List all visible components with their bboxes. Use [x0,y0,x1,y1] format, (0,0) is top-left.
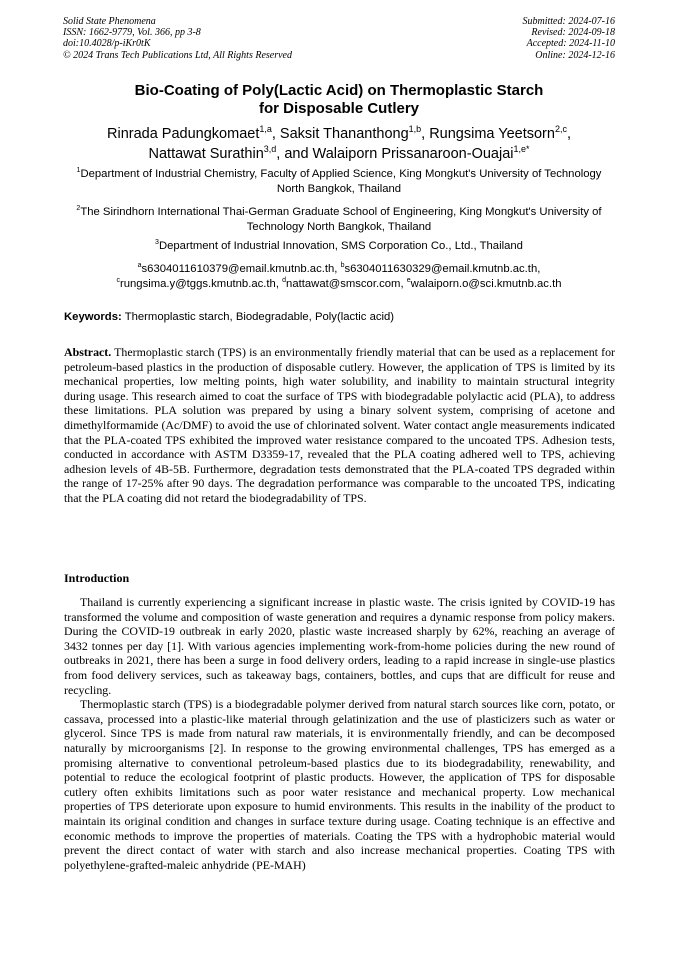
author-sup: 1,e* [513,144,530,155]
copyright: © 2024 Trans Tech Publications Ltd, All Rights Reserved [63,49,292,61]
author-sup: 1,b [408,124,422,135]
paragraph: Thailand is currently experiencing a significant increase in plastic waste. The crisis ignited by COVID-19 has transformed the volume and composition of waste generation and requires a dynamic response from policy makers. During the COVID-19 outbreak in early 2020, plastic waste increased sharply by 62%, reaching an average of 3432 tonnes per day [1]. With various agencies implementing work-from-home policies during the new round of outbreaks in 2021, there has been a surge in food delivery orders, leading to a rapid increase in single-use plastics from food delivery services, such as takeaway bags, containers, bottles, and cups that are difficult for reuse and recycling. [64,595,615,697]
author-sep: , [271,126,280,142]
author-list [40,124,638,164]
author-sup: 3,d [263,144,277,155]
title-line-2: for Disposable Cutlery [258,100,420,117]
abstract [64,345,615,506]
email-sup: c [116,276,120,284]
email-d[interactable]: nattawat@smscor.com [286,277,401,290]
abstract-label: Abstract. [64,345,112,359]
date-accepted: Accepted: 2024-11-10 [526,38,615,50]
introduction-heading: Introduction [64,571,130,585]
publication-dates [523,16,616,61]
date-submitted: Submitted: 2024-07-16 [522,16,615,27]
affiliation-1 [62,167,616,197]
email-sup: b [340,262,345,270]
introduction-body [64,595,615,872]
author-name: Nattawat Surathin [148,146,264,162]
affiliation-text: Department of Industrial Chemistry, Faculty of Applied Science, King Mongkut's University of Technology North Bangkok, Thailand [80,168,602,195]
email-sup: e [406,276,411,284]
doi[interactable]: doi:10.4028/p-iKr0tK [63,38,151,50]
keywords-label: Keywords: [64,311,122,323]
paper-title [40,82,638,118]
email-e[interactable]: walaiporn.o@sci.kmutnb.ac.th [410,277,562,290]
author-name: Rungsima Yeetsorn [429,126,555,142]
email-list: $^a$s6304011610379@email.kmutnb.ac.th, $^b$s6304011630329@email.kmutnb.ac.th, $^c$rungsima.y@tggs.kmutnb.ac.th, $^d$nattawat@smscor.com, $^e$walaiporn.o@sci.kmutnb.ac.th [116,262,562,290]
affiliation-3 [62,239,616,254]
affiliation-sup: 3 [155,239,159,247]
date-online: Online: 2024-12-16 [535,49,615,61]
author-name: Rinrada Padungkomaet [107,126,260,142]
email-sup: d [282,276,287,284]
keywords-text: Thermoplastic starch, Biodegradable, Poly(lactic acid) [124,311,395,323]
journal-issn: ISSN: 1662-9779, Vol. 366, pp 3-8 [63,27,201,39]
email-c[interactable]: rungsima.y@tggs.kmutnb.ac.th [119,277,276,290]
date-revised: Revised: 2024-09-18 [531,27,615,39]
affiliation-text: The Sirindhorn International Thai-German Graduate School of Engineering, King Mongkut's University of Technology North Bangkok, Thailand [80,206,602,233]
author-sep: , [421,126,430,142]
affiliation-sup: 1 [76,167,81,175]
affiliation-2 [62,205,616,235]
affiliation-sup: 2 [76,205,81,213]
title-line-1: Bio-Coating of Poly(Lactic Acid) on Thermoplastic Starch [134,82,544,99]
keywords [64,310,616,325]
author-name: Walaiporn Prissanaroon-Ouajai [312,146,514,162]
email-b[interactable]: s6304011630329@email.kmutnb.ac.th [344,263,538,275]
author-name: Saksit Thananthong [279,126,409,142]
affiliation-text: Department of Industrial Innovation, SMS Corporation Co., Ltd., Thailand [158,240,523,252]
email-a[interactable]: s6304011610379@email.kmutnb.ac.th [141,263,335,275]
author-sep: , [566,126,571,142]
journal-header [63,16,292,61]
author-sup: 1,a [259,124,272,135]
abstract-text: Thermoplastic starch (TPS) is an environmentally friendly material that can be used as a replacement for petroleum-based plastics in the production of disposable cutlery. However, the application of TPS is limited by its mechanical properties, low melting points, high water solubility, and inability to maintain structural integrity during usage. This research aimed to coat the surface of TPS with biodegradable polylactic acid (PLA), to address these limitations. PLA solution was prepared by using a binary solvent system, comprising of acetone and dimethylformamide (Ac/DMF) to avoid the use of chlorinated solvent. Water contact angle measurements indicated that the PLA-coated TPS exhibited the improved water resistance compared to the uncoated TPS. Adhesion tests, conducted in accordance with ASTM D3359-17, revealed that the PLA coating adhered well to TPS, achieving adhesion levels of 4B-5B. Furthermore, degradation tests demonstrated that the PLA-coated TPS degraded within the range of 17-25% after 90 days. The degradation performance was comparable to the uncoated TPS, indicating that the PLA coating did not retard the biodegradability of TPS. [64,345,615,505]
email-sup: a [137,262,142,270]
journal-name: Solid State Phenomena [63,16,156,27]
author-sup: 2,c [554,124,567,135]
author-sep: , and [276,146,313,162]
paragraph: Thermoplastic starch (TPS) is a biodegradable polymer derived from natural starch sources like corn, potato, or cassava, processed into a plastic-like material through gelatinization and the use of plasticizers such as water or glycerol. Since TPS is made from natural raw materials, it is environmentally friendly, and can be decomposed naturally by microorganisms [2]. In response to the growing environmental challenges, TPS has emerged as a promising alternative to conventional petroleum-based plastics due to its biodegradability, renewability, and potential to reduce the ecological footprint of plastic products. However, the application of TPS for disposable cutlery often exhibits limitations such as poor water resistance and mechanical property. Low mechanical properties of TPS deteriorate upon exposure to humid environments. This results in the inability of the product to maintain its original condition and changes in surface texture during usage. Coating technique is an effective and economic methods to improve the properties of materials. Coating the TPS with a hydrophobic material would prevent the direct contact of water with starch and also increase mechanical properties. Coating TPS with polyethylene-grafted-maleic anhydride (PE-MAH) [64,697,615,872]
